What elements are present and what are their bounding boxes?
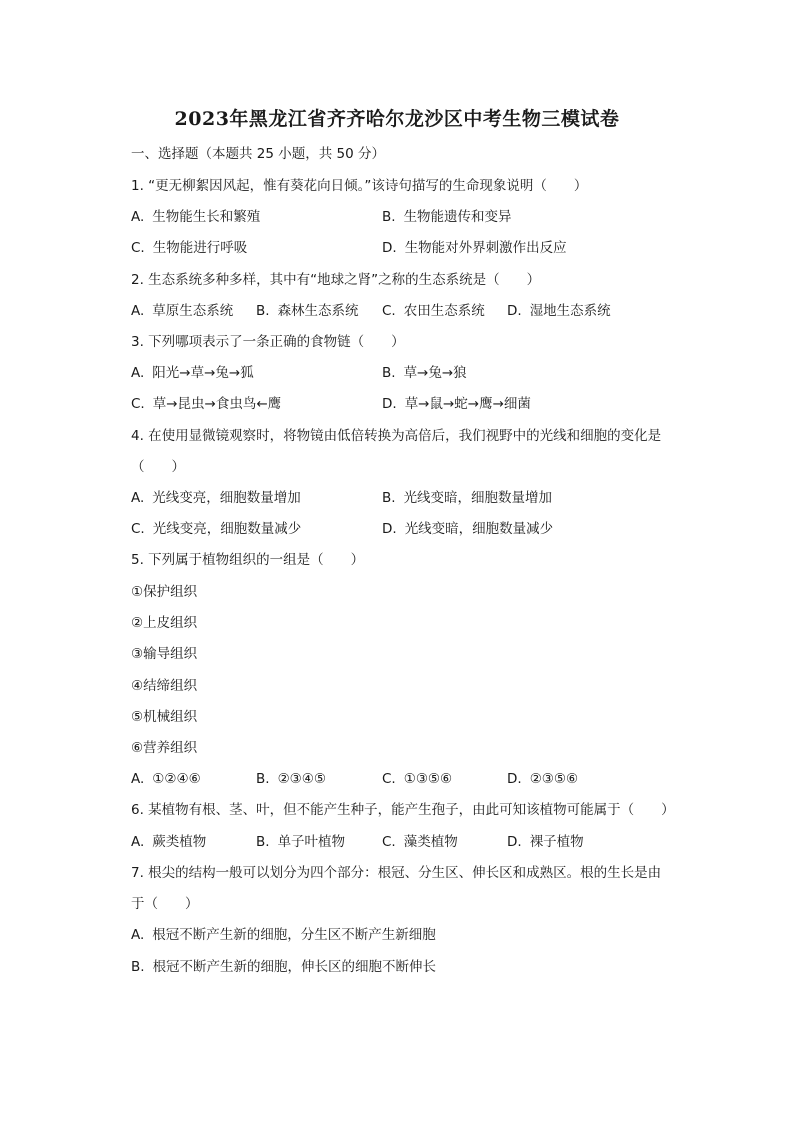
q6-option-c: C. 藻类植物 <box>382 834 458 850</box>
q5-option-c: C. ①③⑤⑥ <box>382 771 453 787</box>
q5-option-b: B. ②③④⑤ <box>256 771 326 787</box>
section-heading: 一、选择题（本题共 25 小题，共 50 分） <box>131 146 386 162</box>
q7-option-b: B. 根冠不断产生新的细胞，伸长区的细胞不断伸长 <box>131 959 437 975</box>
q5-item: ⑤机械组织 <box>131 709 198 725</box>
q4-option-a: A. 光线变亮，细胞数量增加 <box>131 490 301 506</box>
q2-option-c: C. 农田生态系统 <box>382 303 485 319</box>
question-4-stem-continued: （ ） <box>131 459 185 475</box>
q6-option-d: D. 裸子植物 <box>507 834 584 850</box>
q4-option-c: C. 光线变亮，细胞数量减少 <box>131 521 302 537</box>
q2-option-b: B. 森林生态系统 <box>256 303 359 319</box>
q5-option-d: D. ②③⑤⑥ <box>507 771 579 787</box>
question-3-stem: 3. 下列哪项表示了一条正确的食物链（ ） <box>131 334 405 350</box>
question-4-stem: 4. 在使用显微镜观察时，将物镜由低倍转换为高倍后，我们视野中的光线和细胞的变化是 <box>131 428 662 444</box>
q1-option-a: A. 生物能生长和繁殖 <box>131 209 261 225</box>
q5-item: ①保护组织 <box>131 584 198 600</box>
q1-option-c: C. 生物能进行呼吸 <box>131 240 248 256</box>
q3-option-a: A. 阳光→草→兔→狐 <box>131 365 254 381</box>
q4-option-b: B. 光线变暗，细胞数量增加 <box>382 490 553 506</box>
q5-item: ③输导组织 <box>131 646 198 662</box>
q3-option-c: C. 草→昆虫→食虫鸟←鹰 <box>131 396 282 412</box>
q7-option-a: A. 根冠不断产生新的细胞，分生区不断产生新细胞 <box>131 927 436 943</box>
q3-option-d: D. 草→鼠→蛇→鹰→细菌 <box>382 396 531 412</box>
q3-option-b: B. 草→兔→狼 <box>382 365 467 381</box>
q5-item: ②上皮组织 <box>131 615 198 631</box>
q6-option-b: B. 单子叶植物 <box>256 834 346 850</box>
question-5-stem: 5. 下列属于植物组织的一组是（ ） <box>131 552 365 568</box>
q2-option-a: A. 草原生态系统 <box>131 303 234 319</box>
question-6-stem: 6. 某植物有根、茎、叶，但不能产生种子，能产生孢子，由此可知该植物可能属于（ ） <box>131 802 675 818</box>
q2-option-d: D. 湿地生态系统 <box>507 303 611 319</box>
question-1-stem: 1. “更无柳絮因风起，惟有葵花向日倾。”该诗句描写的生命现象说明（ ） <box>131 178 588 194</box>
page-title: 2023年黑龙江省齐齐哈尔龙沙区中考生物三模试卷 <box>174 108 620 130</box>
q5-item: ⑥营养组织 <box>131 740 198 756</box>
question-2-stem: 2. 生态系统多种多样，其中有“地球之肾”之称的生态系统是（ ） <box>131 272 541 288</box>
question-7-stem-continued: 于（ ） <box>131 896 199 912</box>
q1-option-b: B. 生物能遗传和变异 <box>382 209 512 225</box>
q5-option-a: A. ①②④⑥ <box>131 771 201 787</box>
q4-option-d: D. 光线变暗，细胞数量减少 <box>382 521 554 537</box>
q1-option-d: D. 生物能对外界刺激作出反应 <box>382 240 567 256</box>
q6-option-a: A. 蕨类植物 <box>131 834 207 850</box>
q5-item: ④结缔组织 <box>131 678 198 694</box>
question-7-stem: 7. 根尖的结构一般可以划分为四个部分：根冠、分生区、伸长区和成熟区。根的生长是由 <box>131 865 662 881</box>
